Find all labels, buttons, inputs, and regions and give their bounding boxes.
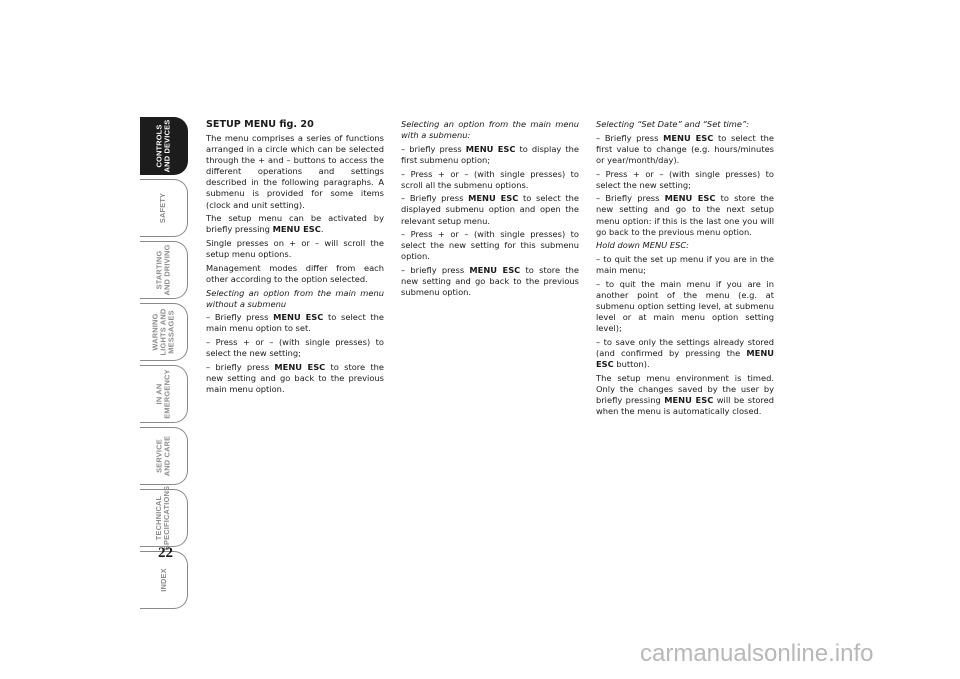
tab-label: IN AN EMERGENCY [154, 369, 172, 419]
subheading: Selecting “Set Date” and “Set time”: [596, 119, 750, 129]
paragraph: The setup menu can be activated by briefly pressing MENU ESC. [206, 213, 384, 235]
list-item: – Briefly press MENU ESC to select the main menu option to set. [206, 312, 384, 334]
tab-in-an-emergency[interactable] [140, 365, 188, 423]
tab-safety[interactable] [140, 179, 188, 237]
page-number: 22 [158, 545, 173, 561]
tab-warning-lights-and-messages[interactable] [140, 303, 188, 361]
list-item: – Press + or – (with single presses) to select the new setting for this submenu option. [401, 229, 579, 262]
tab-controls-and-devices[interactable] [140, 117, 188, 175]
subheading: Selecting an option from the main menu with a submenu: [401, 119, 579, 141]
list-item: – to save only the settings already stored (and confirmed by pressing the MENU ESC button). [596, 336, 774, 370]
tab-starting-and-driving[interactable] [140, 241, 188, 299]
tab-label: STARTING AND DRIVING [154, 244, 172, 296]
tab-label: TECHNICAL SPECIFICATIONS [154, 485, 172, 551]
tab-label: SERVICE AND CARE [154, 435, 172, 477]
paragraph: The menu comprises a series of functions arranged in a circle which can be selected through the + and – buttons to access the different operations and settings described in the following paragraphs. A submenu is provided for some items (clock and unit setting). [206, 133, 384, 210]
list-item: – to quit the main menu if you are in another point of the menu (e.g. at submenu option setting level, at submenu level or at main menu option setting level); [596, 278, 774, 334]
text-column-2 [401, 119, 579, 301]
list-item: – to quit the set up menu if you are in the main menu; [596, 254, 774, 276]
watermark: carmanualsonline.info [640, 640, 874, 667]
tab-technical-specifications[interactable] [140, 485, 188, 551]
text-column-1 [206, 119, 384, 398]
subheading: Selecting an option from the main menu without a submenu [206, 287, 384, 309]
list-item: – Press + or – (with single presses) to scroll all the submenu options. [401, 168, 579, 190]
list-item: – Press + or – (with single presses) to select the new setting; [596, 168, 774, 190]
tab-label: INDEX [158, 568, 168, 592]
list-item: – briefly press MENU ESC to store the new setting and go back to the previous submenu option. [401, 265, 580, 298]
paragraph: The setup menu environment is timed. Only the changes saved by the user by briefly pressing MENU ESC will be stored when the menu is automatically closed. [596, 372, 775, 416]
tab-label: WARNING LIGHTS AND MESSAGES [150, 308, 176, 356]
list-item: – briefly press MENU ESC to store the new setting and go back to the previous main menu option. [206, 361, 385, 395]
paragraph: Single presses on + or – will scroll the setup menu options. [206, 238, 384, 260]
list-item: – Briefly press MENU ESC to select the first value to change (e.g. hours/minutes or year/month/day). [596, 132, 774, 165]
tab-label: CONTROLS AND DEVICES [154, 119, 172, 173]
section-heading: SETUP MENU fig. 20 [206, 119, 314, 130]
paragraph: Management modes differ from each other according to the option selected. [206, 262, 384, 284]
subheading: Hold down MENU ESC: [596, 240, 689, 251]
tab-label: SAFETY [158, 192, 168, 224]
text-column-3 [596, 119, 774, 420]
list-item: – Briefly press MENU ESC to store the new setting and go to the next setup menu option: if this is the last one you will go back to the previous menu option. [596, 193, 774, 237]
section-tabs [140, 117, 190, 613]
list-item: – Press + or – (with single presses) to select the new setting; [206, 337, 384, 359]
tab-service-and-care[interactable] [140, 427, 188, 485]
list-item: – Briefly press MENU ESC to select the displayed submenu option and open the relevant setup menu. [401, 193, 579, 226]
list-item: – briefly press MENU ESC to display the first submenu option; [401, 143, 580, 165]
